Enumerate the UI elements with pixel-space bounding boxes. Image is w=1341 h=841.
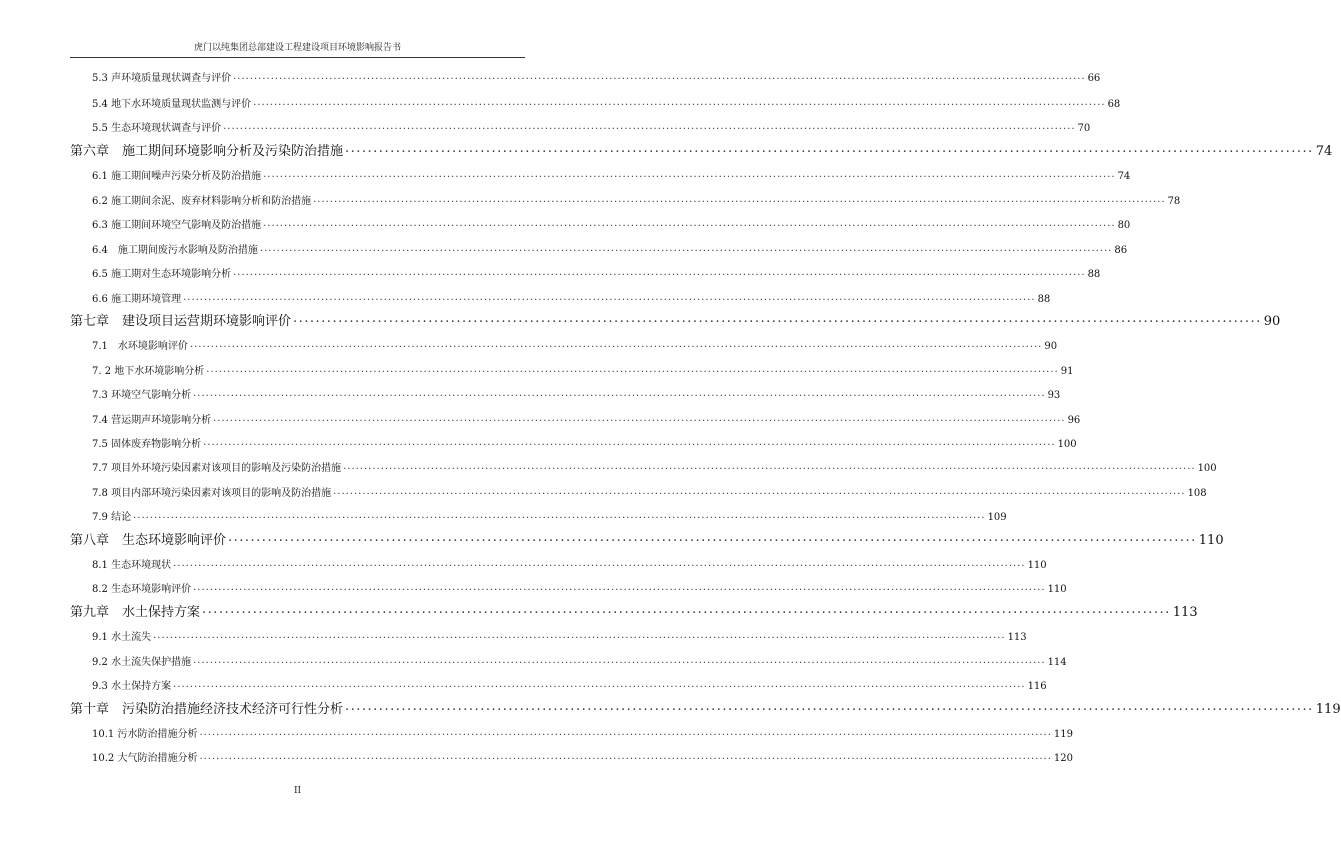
- toc-entry-page: 113: [1007, 632, 1027, 643]
- toc-entry-title: 9.1 水土流失: [92, 632, 152, 643]
- toc-leader: ............................................................................................................................................................................................................: [183, 292, 1036, 303]
- toc-entry-title: 7.7 项目外环境污染因素对该项目的影响及污染防治措施: [92, 463, 342, 474]
- toc-entry-title: 6.6 施工期环境管理: [92, 294, 182, 305]
- toc-entry[interactable]: [70, 191, 1181, 207]
- toc-entry-page: 110: [1047, 584, 1067, 595]
- toc-entry[interactable]: [70, 676, 1047, 692]
- toc-entry-page: 114: [1047, 657, 1067, 668]
- toc-chapter[interactable]: [70, 528, 1224, 548]
- toc-leader: ............................................................................................................................................................................................................: [259, 243, 1113, 254]
- toc-entry-page: 91: [1060, 366, 1074, 377]
- toc-entry[interactable]: [70, 94, 1121, 110]
- toc-leader: ............................................................................................................................................................................................................: [203, 437, 1056, 448]
- toc-entry[interactable]: [70, 215, 1131, 231]
- toc-entry-page: 100: [1057, 439, 1077, 450]
- toc-chapter-page: 110: [1198, 533, 1224, 548]
- toc-chapter-page: 119: [1315, 702, 1341, 717]
- toc-entry-title: 6.4 施工期间废污水影响及防治措施: [92, 245, 258, 256]
- toc-entry[interactable]: [70, 361, 1074, 377]
- toc-entry[interactable]: [70, 579, 1067, 595]
- toc-entry[interactable]: [70, 555, 1047, 571]
- toc-chapter-title: 第八章 生态环境影响评价: [70, 533, 227, 548]
- toc-chapter[interactable]: [70, 600, 1198, 620]
- toc-entry[interactable]: [70, 434, 1077, 450]
- toc-leader: ............................................................................................................................................................................................................: [193, 655, 1046, 666]
- toc-leader: ............................................................................................................................................................................................................: [343, 461, 1196, 472]
- toc-entry-title: 7.4 营运期声环境影响分析: [92, 415, 212, 426]
- toc-entry-page: 116: [1027, 681, 1047, 692]
- toc-chapter-page: 113: [1172, 605, 1198, 620]
- toc-leader: ............................................................................................................................................................................................................: [223, 121, 1076, 132]
- toc-entry[interactable]: [70, 724, 1074, 740]
- toc-entry[interactable]: [70, 458, 1217, 474]
- toc-entry-title: 9.3 水土保持方案: [92, 681, 172, 692]
- toc-entry-page: 74: [1117, 171, 1131, 182]
- toc-entry-title: 6.1 施工期间噪声污染分析及防治措施: [92, 171, 262, 182]
- toc-chapter-page: 90: [1263, 314, 1281, 329]
- page-header: [70, 40, 525, 58]
- toc-leader: ............................................................................................................................................................................................................: [233, 71, 1086, 82]
- toc-entry[interactable]: [70, 627, 1027, 643]
- toc-leader: ............................................................................................................................................................................................................: [193, 388, 1046, 399]
- toc-entry[interactable]: [70, 410, 1081, 426]
- toc-leader: ............................................................................................................................................................................................................: [206, 364, 1059, 375]
- toc-entry[interactable]: [70, 166, 1131, 182]
- toc-entry[interactable]: [70, 483, 1207, 499]
- toc-leader: ............................................................................................................................................................................................................: [199, 751, 1052, 762]
- toc-entry-title: 6.3 施工期间环境空气影响及防治措施: [92, 220, 262, 231]
- toc-entry-page: 78: [1167, 196, 1181, 207]
- toc-entry-page: 119: [1053, 729, 1074, 740]
- toc-leader: ............................................................................................................................................................................................................: [263, 218, 1116, 229]
- toc-leader: ............................................................................................................................................................................................................: [153, 630, 1006, 641]
- toc-entry-page: 66: [1087, 73, 1101, 84]
- toc-entry-page: 80: [1117, 220, 1131, 231]
- toc-leader: ............................................................................................................................................................................................................: [193, 582, 1046, 593]
- toc-chapter-title: 第六章 施工期间环境影响分析及污染防治措施: [70, 144, 344, 159]
- toc-leader: ............................................................................................................................................................................: [345, 141, 1314, 156]
- toc-entry-title: 7.8 项目内部环境污染因素对该项目的影响及防治措施: [92, 488, 332, 499]
- toc-entry-title: 6.2 施工期间余泥、废弃材料影响分析和防治措施: [92, 196, 312, 207]
- toc-leader: ............................................................................................................................................................................................................: [199, 727, 1052, 738]
- toc-leader: ............................................................................................................................................................................: [345, 699, 1314, 714]
- toc-leader: ............................................................................................................................................................................................................: [313, 194, 1166, 205]
- toc-entry-title: 8.2 生态环境影响评价: [92, 584, 192, 595]
- toc-leader: ............................................................................................................................................................................: [293, 311, 1262, 326]
- toc-entry-page: 70: [1077, 123, 1091, 134]
- toc-entry[interactable]: [70, 336, 1058, 352]
- toc-entry-page: 100: [1197, 463, 1217, 474]
- toc-entry[interactable]: [70, 289, 1051, 305]
- toc-entry-title: 9.2 水土流失保护措施: [92, 657, 192, 668]
- toc-entry-page: 68: [1107, 99, 1121, 110]
- toc-leader: ............................................................................................................................................................................: [228, 530, 1197, 545]
- toc-entry-title: 10.1 污水防治措施分析: [92, 729, 198, 740]
- toc-leader: ............................................................................................................................................................................................................: [133, 510, 986, 521]
- toc-entry-page: 88: [1087, 269, 1101, 280]
- toc-leader: ............................................................................................................................................................................................................: [233, 267, 1086, 278]
- toc-entry-title: 7.1 水环境影响评价: [92, 341, 188, 352]
- toc-entry-title: 7.5 固体废弃物影响分析: [92, 439, 202, 450]
- toc-entry-title: 5.3 声环境质量现状调查与评价: [92, 73, 232, 84]
- toc-entry[interactable]: [70, 118, 1091, 134]
- toc-entry-page: 86: [1114, 245, 1128, 256]
- toc-entry[interactable]: [70, 385, 1061, 401]
- toc-chapter[interactable]: [70, 697, 1341, 717]
- toc-entry-title: 7.3 环境空气影响分析: [92, 390, 192, 401]
- toc-leader: ............................................................................................................................................................................................................: [189, 339, 1043, 350]
- toc-chapter-title: 第九章 水土保持方案: [70, 605, 201, 620]
- toc-entry-title: 10.2 大气防治措施分析: [92, 753, 198, 764]
- toc-leader: ............................................................................................................................................................................................................: [263, 169, 1116, 180]
- toc-chapter-title: 第十章 污染防治措施经济技术经济可行性分析: [70, 702, 344, 717]
- toc-chapter[interactable]: [70, 139, 1333, 159]
- page-footer: [0, 786, 595, 796]
- toc-leader: ............................................................................................................................................................................: [202, 602, 1171, 617]
- toc-entry[interactable]: [70, 68, 1101, 84]
- toc-chapter-title: 第七章 建设项目运营期环境影响评价: [70, 314, 292, 329]
- toc-entry-page: 110: [1027, 560, 1047, 571]
- toc-entry-title: 6.5 施工期对生态环境影响分析: [92, 269, 232, 280]
- toc-leader: ............................................................................................................................................................................................................: [253, 97, 1106, 108]
- toc-entry-title: 7.9 结论: [92, 512, 132, 523]
- toc-entry-page: 108: [1187, 488, 1207, 499]
- toc-leader: ............................................................................................................................................................................................................: [173, 558, 1026, 569]
- toc-leader: ............................................................................................................................................................................................................: [173, 679, 1026, 690]
- toc-entry-title: 7. 2 地下水环境影响分析: [92, 366, 205, 377]
- toc-entry-title: 5.4 地下水环境质量现状监测与评价: [92, 99, 252, 110]
- toc-entry-page: 93: [1047, 390, 1061, 401]
- toc-entry-page: 96: [1067, 415, 1081, 426]
- toc-entry-page: 90: [1044, 341, 1058, 352]
- toc-entry[interactable]: [70, 507, 1007, 523]
- toc-chapter[interactable]: [70, 309, 1281, 329]
- page-number: II: [293, 786, 302, 796]
- toc-entry[interactable]: [70, 748, 1074, 764]
- toc-entry[interactable]: [70, 240, 1128, 256]
- toc-entry[interactable]: [70, 652, 1067, 668]
- toc-entry-page: 120: [1053, 753, 1074, 764]
- toc-leader: ............................................................................................................................................................................................................: [333, 486, 1186, 497]
- toc-entry-title: 8.1 生态环境现状: [92, 560, 172, 571]
- toc-chapter-page: 74: [1315, 144, 1333, 159]
- toc-entry-page: 88: [1037, 294, 1051, 305]
- toc-entry[interactable]: [70, 264, 1101, 280]
- toc-entry-page: 109: [987, 512, 1007, 523]
- document-title: 虎门以纯集团总部建设工程建设项目环境影响报告书: [193, 43, 401, 53]
- toc-entry-title: 5.5 生态环境现状调查与评价: [92, 123, 222, 134]
- toc-leader: ............................................................................................................................................................................................................: [213, 413, 1066, 424]
